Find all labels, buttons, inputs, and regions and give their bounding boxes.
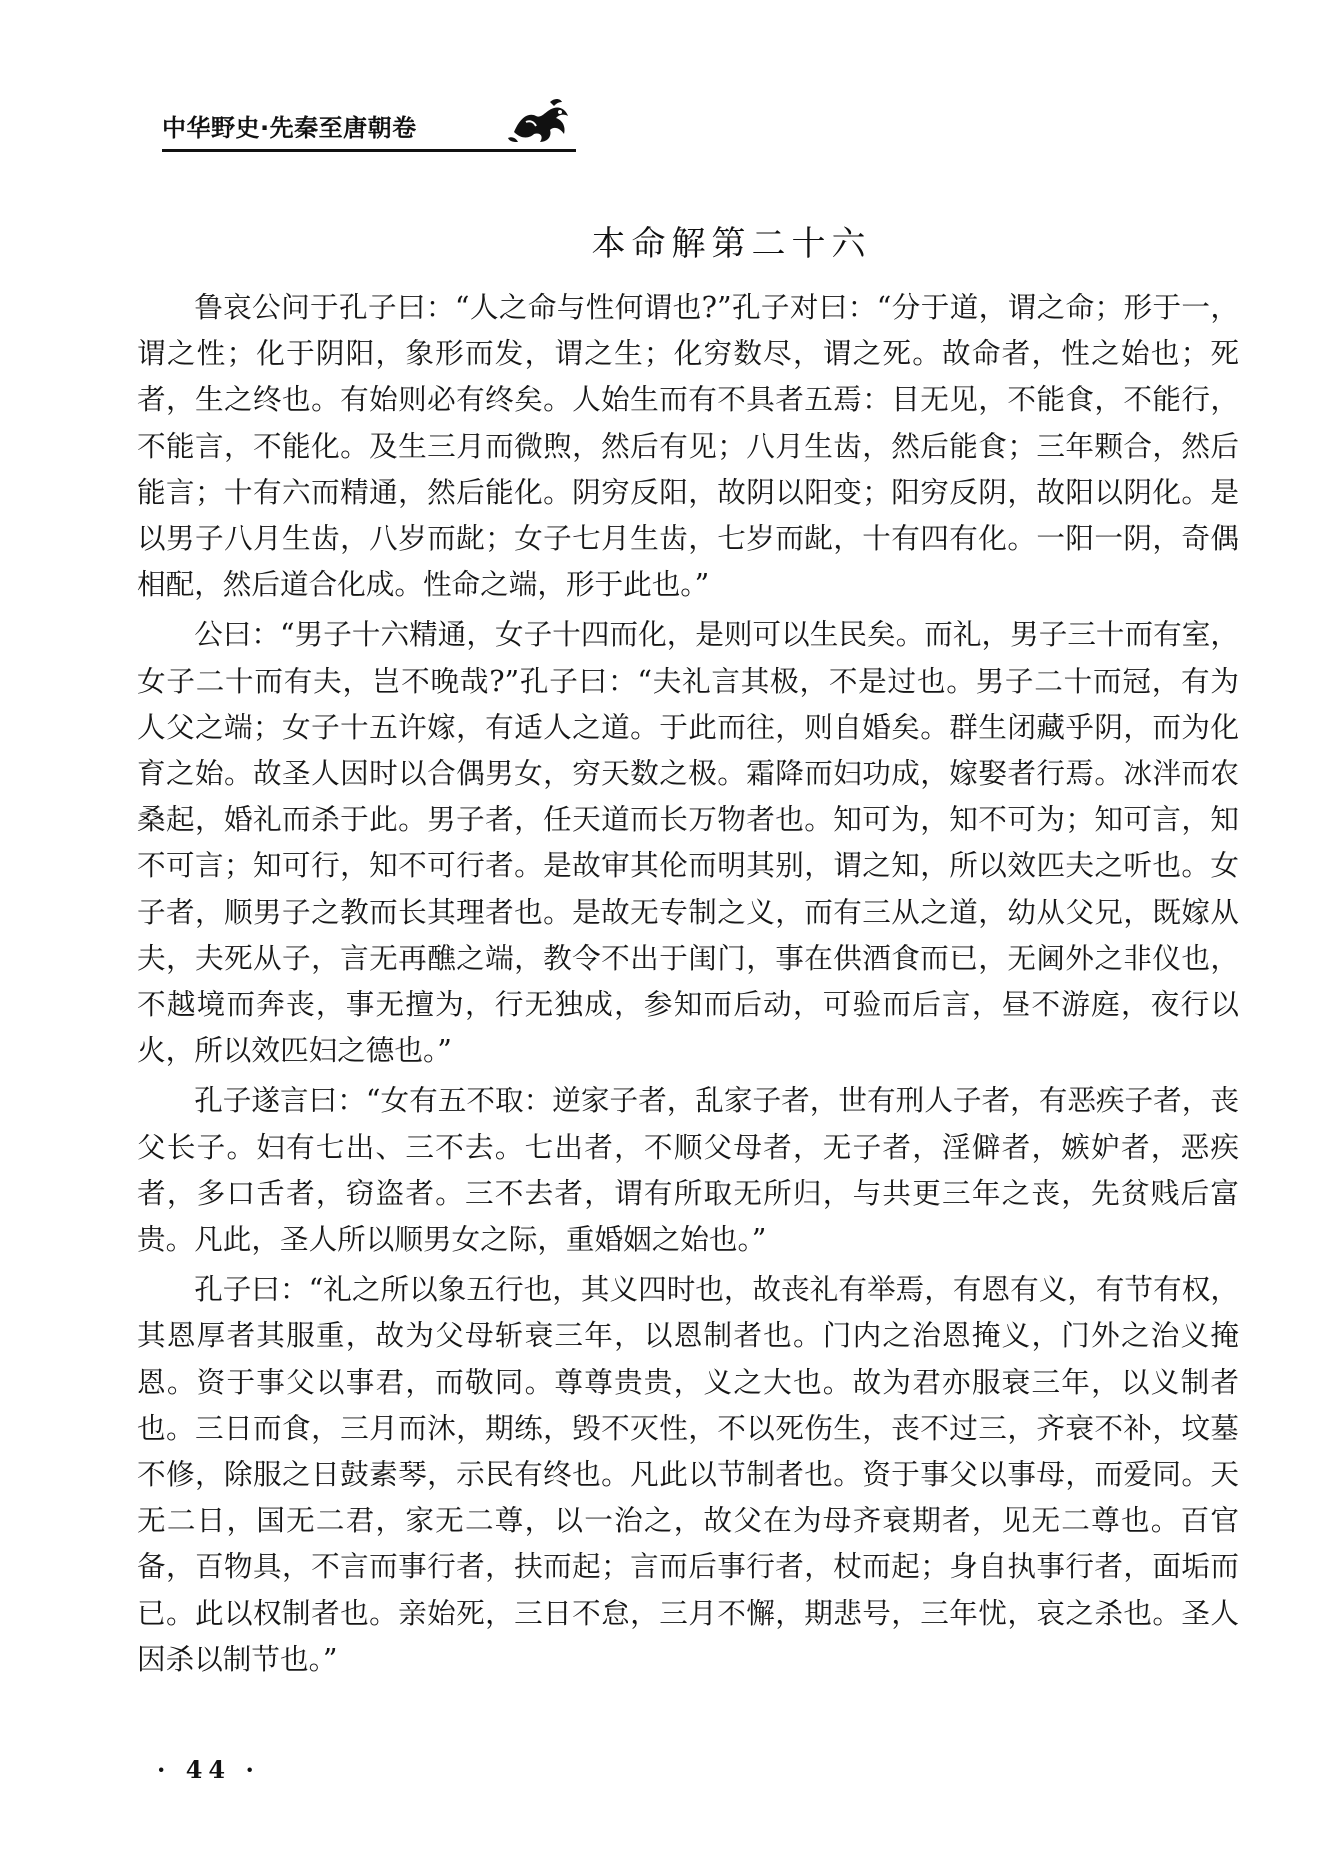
- header-rule: [162, 149, 576, 152]
- running-header: [162, 104, 576, 151]
- paragraph-2: 公曰：“男子十六精通，女子十四而化，是则可以生民矣。而礼，男子三十而有室，女子二十而有夫，岂不晚哉?”孔子曰：“夫礼言其极，不是过也。男子二十而冠，有为人父之端；女子十五许嫁，有适人之道。于此而往，则自婚矣。群生闭藏乎阴，而为化育之始。故圣人因时以合偶男女，穷天数之极。霜降而妇功成，嫁娶者行焉。冰泮而农桑起，婚礼而杀于此。男子者，任天道而长万物者也。知可为，知不可为；知可言，知不可言；知可行，知不可行者。是故审其伦而明其别，谓之知，所以效匹夫之听也。女子者，顺男子之教而长其理者也。是故无专制之义，而有三从之道，幼从父兄，既嫁从夫，夫死从子，言无再醮之端，教令不出于闺门，事在供酒食而已，无阃外之非仪也，不越境而奔丧，事无擅为，行无独成，参知而后动，可验而后言，昼不游庭，夜行以火，所以效匹妇之德也。”: [137, 617, 1239, 1068]
- dragon-icon: [506, 92, 576, 148]
- paragraph-1: 鲁哀公问于孔子曰：“人之命与性何谓也?”孔子对曰：“分于道，谓之命；形于一，谓之性；化于阴阳，象形而发，谓之生；化穷数尽，谓之死。故命者，性之始也；死者，生之终也。有始则必有终矣。人始生而有不具者五焉：目无见，不能食，不能行，不能言，不能化。及生三月而微煦，然后有见；八月生齿，然后能食；三年颗合，然后能言；十有六而精通，然后能化。阴穷反阳，故阴以阳变；阳穷反阴，故阳以阴化。是以男子八月生齿，八岁而龀；女子七月生齿，七岁而龀，十有四有化。一阳一阴，奇偶相配，然后道合化成。性命之端，形于此也。”: [137, 290, 1239, 602]
- paragraph-4: 孔子曰：“礼之所以象五行也，其义四时也，故丧礼有举焉，有恩有义，有节有权，其恩厚者其服重，故为父母斩衰三年，以恩制者也。门内之治恩掩义，门外之治义掩恩。资于事父以事君，而敬同。尊尊贵贵，义之大也。故为君亦服衰三年，以义制者也。三日而食，三月而沐，期练，毁不灭性，不以死伤生，丧不过三，齐衰不补，坟墓不修，除服之日鼓素琴，示民有终也。凡此以节制者也。资于事父以事母，而爱同。天无二日，国无二君，家无二尊，以一治之，故父在为母齐衰期者，见无二尊也。百官备，百物具，不言而事行者，扶而起；言而后事行者，杖而起；身自执事行者，面垢而已。此以权制者也。亲始死，三日不怠，三月不懈，期悲号，三年忧，哀之杀也。圣人因杀以制节也。”: [137, 1272, 1239, 1676]
- body-text: [137, 284, 1239, 1686]
- paragraph-3: 孔子遂言曰：“女有五不取：逆家子者，乱家子者，世有刑人子者，有恶疾子者，丧父长子。妇有七出、三不去。七出者，不顺父母者，无子者，淫僻者，嫉妒者，恶疾者，多口舌者，窃盗者。三不去者，谓有所取无所归，与共更三年之丧，先贫贱后富贵。凡此，圣人所以顺男女之际，重婚姻之始也。”: [137, 1083, 1239, 1257]
- page-number: · 44 ·: [157, 1755, 260, 1784]
- book-title: 中华野史·先秦至唐朝卷: [162, 114, 417, 142]
- chapter-title: 本命解第二十六: [591, 224, 872, 264]
